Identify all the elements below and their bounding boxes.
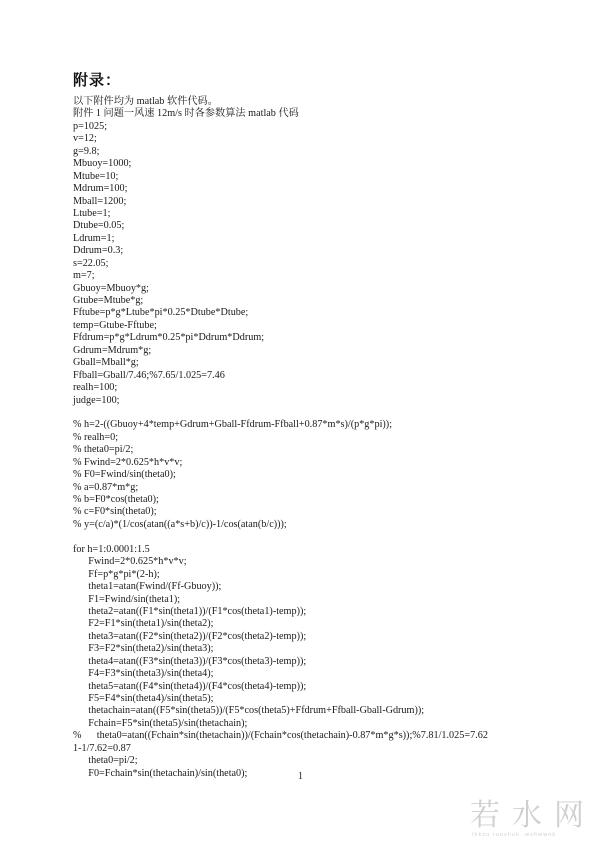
code-line: F1=Fwind/sin(theta1);	[73, 593, 181, 605]
code-line: F0=Fchain*sin(thetachain)/sin(theta0);	[73, 767, 248, 779]
code-line: F4=F3*sin(theta3)/sin(theta4);	[73, 668, 214, 680]
code-line: Gball=Mball*g;	[73, 357, 139, 369]
code-line: F3=F2*sin(theta2)/sin(theta3);	[73, 643, 214, 655]
code-line: g=9.8;	[73, 145, 100, 157]
code-line: Mbuoy=1000;	[73, 158, 132, 170]
code-line: F5=F4*sin(theta4)/sin(theta5);	[73, 693, 214, 704]
code-line: % F0=Fwind/sin(theta0);	[73, 469, 176, 481]
code-line: % c=F0*sin(theta0);	[73, 506, 157, 518]
code-line: % h=2-((Gbuoy+4*temp+Gdrum+Gball-Ffdrum-Ffball+0.87*m*s)/(p*g*pi));	[73, 419, 393, 431]
watermark-logo	[470, 798, 596, 842]
code-line: Ldrum=1;	[73, 232, 115, 244]
appendix-heading: 附录：	[73, 71, 122, 89]
code-line: % Fwind=2*0.625*h*v*v;	[73, 456, 183, 468]
code-line: Fchain=F5*sin(theta5)/sin(thetachain);	[73, 717, 248, 729]
code-line: Fftube=p*g*Ltube*pi*0.25*Dtube*Dtube;	[73, 307, 249, 319]
code-line: Gdrum=Mdrum*g;	[73, 344, 152, 356]
code-line: Ffdrum=p*g*Ldrum*0.25*pi*Ddrum*Ddrum;	[73, 332, 265, 344]
code-line: F2=F1*sin(theta1)/sin(theta2);	[73, 618, 214, 630]
code-line: s=22.05;	[73, 257, 109, 269]
watermark-subtext: ihkzu ruoshuk .wshwwnk	[472, 832, 557, 838]
code-line: Mdrum=100;	[73, 183, 128, 195]
blank-line	[73, 407, 543, 419]
code-line: % a=0.87*m*g;	[73, 481, 139, 493]
code-line: judge=100;	[73, 394, 120, 406]
code-line: % theta0=pi/2;	[73, 444, 134, 456]
code-line: 1-1/7.62=0.87	[73, 742, 131, 754]
code-line: Fwind=2*0.625*h*v*v;	[73, 556, 187, 568]
code-line: v=12;	[73, 133, 97, 145]
code-line: 以下附件均为 matlab 软件代码。	[73, 96, 218, 107]
code-line: % realh=0;	[73, 431, 119, 443]
code-line: Ddrum=0.3;	[73, 245, 124, 257]
code-line: Gbuoy=Mbuoy*g;	[73, 282, 149, 294]
code-line: for h=1:0.0001:1.5	[73, 543, 150, 555]
code-line: Gtube=Mtube*g;	[73, 295, 144, 306]
code-line: theta1=atan(Fwind/(Ff-Gbuoy));	[73, 581, 222, 593]
code-line: theta4=atan((F3*sin(theta3))/(F3*cos(theta3)-temp));	[73, 655, 307, 667]
code-line: % b=F0*cos(theta0);	[73, 494, 159, 505]
code-line: p=1025;	[73, 120, 108, 132]
code-line: temp=Gtube-Fftube;	[73, 319, 157, 331]
code-line: Ffball=Gball/7.46;%7.65/1.025=7.46	[73, 369, 225, 381]
code-line: theta3=atan((F2*sin(theta2))/(F2*cos(theta2)-temp));	[73, 630, 307, 642]
page-number: 1	[298, 771, 303, 782]
code-line: Mball=1200;	[73, 195, 127, 207]
code-line: Mtube=10;	[73, 170, 119, 182]
code-line: 附件 1 问题一风速 12m/s 时各参数算法 matlab 代码	[73, 108, 299, 120]
code-line: theta5=atan((F4*sin(theta4))/(F4*cos(theta4)-temp));	[73, 680, 307, 692]
code-line: m=7;	[73, 270, 95, 282]
code-line: % theta0=atan((Fchain*sin(thetachain))/(Fchain*cos(thetachain)-0.87*m*g*s));%7.81/1.025=7.62	[73, 730, 488, 742]
code-line: thetachain=atan((F5*sin(theta5))/(F5*cos(theta5)+Ffdrum+Ffball-Gball-Gdrum));	[73, 705, 425, 717]
code-listing	[73, 96, 543, 780]
code-line: Ff=p*g*pi*(2-h);	[73, 568, 160, 580]
code-line: Dtube=0.05;	[73, 220, 125, 232]
code-line: theta0=pi/2;	[73, 755, 138, 767]
watermark-text: 若水网	[470, 798, 596, 833]
code-line: Ltube=1;	[73, 207, 111, 219]
code-line: realh=100;	[73, 382, 118, 394]
blank-line	[73, 531, 543, 543]
code-line: theta2=atan((F1*sin(theta1))/(F1*cos(theta1)-temp));	[73, 605, 307, 617]
code-line: % y=(c/a)*(1/cos(atan((a*s+b)/c))-1/cos(atan(b/c)));	[73, 518, 287, 530]
